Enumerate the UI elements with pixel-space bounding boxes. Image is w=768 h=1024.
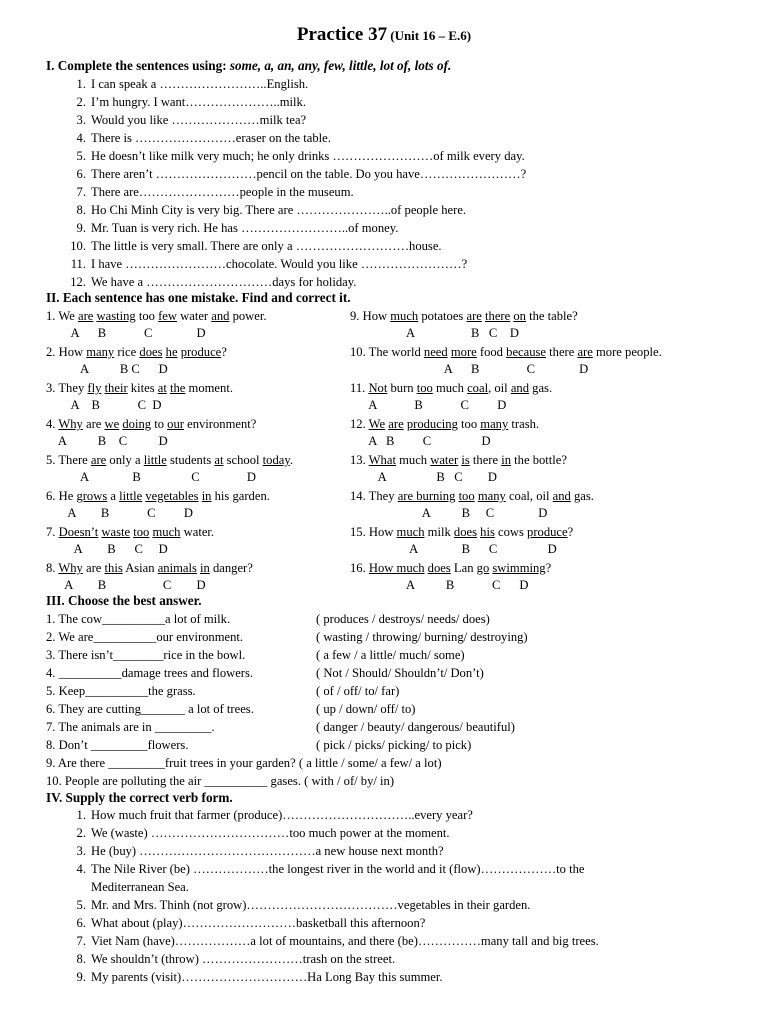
sentence-item [64, 238, 442, 255]
item-number: 10. [70, 239, 86, 253]
sentence-item [64, 166, 526, 183]
verb-item [64, 951, 395, 968]
verb-item [64, 897, 530, 914]
sentence-text: coal, oil [505, 489, 553, 503]
sentence-text: 8. [46, 561, 59, 575]
item-text: The little is very small. There are only a ………………………house. [91, 239, 442, 253]
underlined-option: he [165, 345, 178, 359]
item-number: 8. [76, 952, 86, 966]
mistake-sentence [350, 344, 662, 361]
section-2-heading: II. Each sentence has one mistake. Find and correct it. [46, 290, 351, 305]
item-text: He doesn’t like milk very much; he only drinks ……………………of milk every day. [91, 149, 525, 163]
option-letters: A B C D [350, 326, 519, 340]
sentence-text: 13. [350, 453, 369, 467]
underlined-option: are [388, 417, 404, 431]
underlined-option: does [427, 561, 451, 575]
item-text: There is ……………………eraser on the table. [91, 131, 331, 145]
underlined-option: are [466, 309, 482, 323]
sentence-text: danger? [209, 561, 253, 575]
item-text: I have ……………………chocolate. Would you like ……………………? [91, 257, 468, 271]
sentence-text: environment? [183, 417, 257, 431]
item-number: 4. [76, 862, 86, 876]
choice-sentence: 1. The cow__________a lot of milk. [46, 612, 231, 626]
underlined-option: Why [58, 417, 83, 431]
underlined-option: our [167, 417, 184, 431]
option-letters: A B C D [350, 398, 507, 412]
verb-item [64, 843, 444, 860]
sentence-text: ? [221, 345, 227, 359]
title-main: Practice 37 [296, 24, 388, 45]
underlined-option: Why [58, 561, 83, 575]
sentence-text: ? [567, 525, 574, 539]
underlined-option: wasting [96, 309, 136, 323]
underlined-option: many [477, 489, 506, 503]
sentence-text: 16. [350, 561, 369, 575]
item-number: 7. [76, 185, 86, 199]
section-1-heading [46, 58, 451, 74]
sentence-text: power. [229, 309, 267, 323]
item-number: 2. [76, 826, 86, 840]
sentence-item [64, 256, 467, 273]
underlined-option: little [143, 453, 167, 467]
sentence-text: his garden. [211, 489, 270, 503]
item-text: We shouldn’t (throw) ……………………trash on the street. [91, 952, 396, 966]
underlined-option: and [552, 489, 571, 503]
underlined-option: in [200, 561, 210, 575]
sentence-text: 10. The world [350, 345, 424, 359]
item-text: He (buy) ……………………………………a new house next month? [91, 844, 444, 858]
verb-item [64, 861, 585, 878]
sentence-text: are [82, 561, 105, 575]
choice-item [46, 719, 215, 736]
item-number: 3. [76, 113, 86, 127]
item-text: What about (play)………………………basketball this afternoon? [91, 916, 426, 930]
sentence-text: much [432, 381, 468, 395]
choice-item [46, 773, 394, 790]
choice-sentence: 4. __________damage trees and flowers. [46, 666, 254, 680]
underlined-option: much [396, 525, 425, 539]
mistake-sentence [350, 452, 567, 469]
sentence-text: 6. He [46, 489, 77, 503]
underlined-option: What [368, 453, 396, 467]
option-letters: A B C D [46, 542, 168, 556]
sentence-item [64, 112, 306, 129]
sentence-item [64, 274, 356, 291]
section-1-word-bank: some, a, an, any, few, little, lot of, lots of. [229, 58, 452, 73]
underlined-option: doing [122, 417, 152, 431]
mistake-sentence [46, 308, 267, 325]
choice-item [46, 647, 245, 664]
item-number: 2. [76, 95, 86, 109]
item-number: 11. [70, 257, 86, 271]
choice-options: ( a few / a little/ much/ some) [316, 648, 465, 662]
option-letters: A B C D [350, 578, 529, 592]
underlined-option: the [170, 381, 186, 395]
underlined-option: Doesn’t [58, 525, 99, 539]
underlined-option: We [368, 417, 386, 431]
underlined-option: swimming [492, 561, 546, 575]
sentence-text: too [135, 309, 159, 323]
choice-sentence: 5. Keep__________the grass. [46, 684, 196, 698]
underlined-option: water [430, 453, 459, 467]
sentence-item [64, 220, 398, 237]
underlined-option: because [506, 345, 546, 359]
sentence-item [64, 184, 354, 201]
mistake-sentence [46, 344, 227, 361]
verb-item [64, 879, 189, 896]
underlined-option: at [214, 453, 224, 467]
mistake-sentence [350, 488, 594, 505]
item-text: There aren’t ……………………pencil on the table. Do you have……………………? [91, 167, 527, 181]
mistake-sentence [350, 560, 551, 577]
choice-sentence: 2. We are__________our environment. [46, 630, 244, 644]
sentence-text: Lan [450, 561, 477, 575]
underlined-option: are [90, 453, 107, 467]
underlined-option: need [423, 345, 448, 359]
choice-options: ( Not / Should/ Shouldn’t/ Don’t) [316, 666, 484, 680]
item-number: 6. [76, 916, 86, 930]
page-title [0, 24, 768, 46]
underlined-option: and [510, 381, 530, 395]
sentence-text: much [395, 453, 431, 467]
mistake-sentence [350, 308, 578, 325]
item-text: Mediterranean Sea. [91, 880, 189, 894]
underlined-option: producing [406, 417, 458, 431]
sentence-text: 7. [46, 525, 59, 539]
mistake-sentence [46, 416, 256, 433]
choice-options: ( up / down/ off/ to) [316, 702, 416, 716]
option-letters: A B C D [46, 470, 256, 484]
underlined-option: vegetables [145, 489, 199, 503]
option-letters: A B C D [46, 362, 168, 376]
item-number: 6. [76, 167, 86, 181]
sentence-text: ? [545, 561, 552, 575]
verb-item [64, 825, 450, 842]
sentence-text: 14. They [350, 489, 398, 503]
choice-sentence: 3. There isn’t________rice in the bowl. [46, 648, 246, 662]
item-number: 1. [76, 808, 86, 822]
option-letters: A B C D [350, 434, 491, 448]
sentence-text: 15. How [350, 525, 397, 539]
underlined-option: too [458, 489, 475, 503]
item-text: Mr. Tuan is very rich. He has ……………………..of money. [91, 221, 399, 235]
sentence-text: students [166, 453, 215, 467]
choice-sentence: 9. Are there _________fruit trees in your garden? ( a little / some/ a few/ a lot) [46, 756, 442, 770]
choice-options: ( danger / beauty/ dangerous/ beautiful) [316, 720, 515, 734]
item-number: 5. [76, 149, 86, 163]
sentence-text: 3. They [46, 381, 88, 395]
mistake-sentence [46, 452, 293, 469]
mistake-sentence [46, 488, 270, 505]
option-letters: A B C D [46, 506, 193, 520]
underlined-option: more [450, 345, 477, 359]
item-number: 4. [76, 131, 86, 145]
mistake-sentence [46, 560, 253, 577]
sentence-text: more people. [592, 345, 662, 359]
sentence-item [64, 130, 331, 147]
option-letters: A B C D [46, 398, 162, 412]
sentence-text: burn [387, 381, 417, 395]
underlined-option: at [157, 381, 167, 395]
underlined-option: there [485, 309, 511, 323]
underlined-option: animals [157, 561, 197, 575]
item-text: Mr. and Mrs. Thinh (not grow)………………………………vegetables in their garden. [91, 898, 531, 912]
sentence-text: food [476, 345, 507, 359]
item-text: We have a …………………………days for holiday. [91, 275, 357, 289]
item-text: There are……………………people in the museum. [91, 185, 354, 199]
choice-options: ( of / off/ to/ far) [316, 684, 400, 698]
underlined-option: in [501, 453, 512, 467]
sentence-text: to [151, 417, 168, 431]
title-unit: (Unit 16 – E.6) [390, 28, 472, 43]
mistake-sentence [46, 524, 214, 541]
underlined-option: today [262, 453, 290, 467]
option-letters: A B C D [46, 326, 206, 340]
sentence-text: 1. We [46, 309, 78, 323]
sentence-item [64, 148, 525, 165]
underlined-option: waste [101, 525, 131, 539]
sentence-text: too [457, 417, 481, 431]
choice-sentence: 6. They are cutting_______ a lot of trees. [46, 702, 254, 716]
underlined-option: grows [76, 489, 108, 503]
item-number: 7. [76, 934, 86, 948]
underlined-option: and [211, 309, 230, 323]
mistake-sentence [46, 380, 233, 397]
underlined-option: much [152, 525, 181, 539]
sentence-text: 4. [46, 417, 59, 431]
underlined-option: coal [467, 381, 489, 395]
item-number: 8. [76, 203, 86, 217]
item-text: How much fruit that farmer (produce)…………………………..every year? [91, 808, 473, 822]
mistake-sentence [350, 380, 552, 397]
underlined-option: is [461, 453, 470, 467]
sentence-item [64, 94, 306, 111]
item-number: 9. [76, 221, 86, 235]
sentence-text: a [107, 489, 120, 503]
sentence-text: the table? [525, 309, 578, 323]
underlined-option: in [201, 489, 212, 503]
item-number: 9. [76, 970, 86, 984]
choice-sentence: 8. Don’t _________flowers. [46, 738, 189, 752]
option-letters: A B C D [46, 434, 168, 448]
mistake-sentence [350, 416, 539, 433]
sentence-text: 12. [350, 417, 369, 431]
sentence-item [64, 202, 466, 219]
section-1-heading-text: I. Complete the sentences using: [46, 58, 227, 73]
item-text: Would you like …………………milk tea? [91, 113, 307, 127]
sentence-text: the bottle? [511, 453, 567, 467]
verb-item [64, 969, 443, 986]
sentence-text: 11. [350, 381, 369, 395]
choice-item [46, 755, 442, 772]
sentence-text: moment. [185, 381, 233, 395]
underlined-option: this [104, 561, 123, 575]
sentence-text: water [176, 309, 212, 323]
item-text: I’m hungry. I want…………………..milk. [91, 95, 307, 109]
section-4-heading: IV. Supply the correct verb form. [46, 790, 233, 805]
sentence-text: 9. How [350, 309, 391, 323]
underlined-option: many [86, 345, 115, 359]
item-text: Viet Nam (have)………………a lot of mountains, and there (be)……………many tall and big trees. [91, 934, 599, 948]
underlined-option: his [480, 525, 495, 539]
underlined-option: on [513, 309, 526, 323]
sentence-text: 2. How [46, 345, 87, 359]
choice-options: ( wasting / throwing/ burning/ destroying) [316, 630, 528, 644]
sentence-text: potatoes [418, 309, 467, 323]
option-letters: A B C D [350, 470, 497, 484]
sentence-text: gas. [529, 381, 553, 395]
item-text: The Nile River (be) ………………the longest river in the world and it (flow)………………to the [91, 862, 585, 876]
verb-item [64, 933, 599, 950]
mistake-sentence [350, 524, 573, 541]
sentence-text: , oil [488, 381, 511, 395]
sentence-text: only a [106, 453, 144, 467]
underlined-option: their [104, 381, 128, 395]
choice-item [46, 683, 196, 700]
underlined-option: are burning [397, 489, 456, 503]
underlined-option: go [476, 561, 490, 575]
underlined-option: produce [180, 345, 222, 359]
option-letters: A B C D [46, 578, 206, 592]
item-text: My parents (visit)…………………………Ha Long Bay this summer. [91, 970, 443, 984]
sentence-item [64, 76, 308, 93]
choice-options: ( pick / picks/ picking/ to pick) [316, 738, 472, 752]
underlined-option: much [390, 309, 419, 323]
underlined-option: Not [368, 381, 388, 395]
sentence-text: there [546, 345, 578, 359]
option-letters: A B C D [350, 362, 589, 376]
underlined-option: too [133, 525, 150, 539]
item-number: 3. [76, 844, 86, 858]
sentence-text: gas. [570, 489, 594, 503]
sentence-text: cows [494, 525, 528, 539]
sentence-text: water. [180, 525, 215, 539]
underlined-option: are [577, 345, 593, 359]
underlined-option: produce [527, 525, 568, 539]
sentence-text: . [289, 453, 293, 467]
sentence-text: trash. [508, 417, 540, 431]
sentence-text: school [223, 453, 263, 467]
section-3-heading: III. Choose the best answer. [46, 593, 202, 608]
item-text: Ho Chi Minh City is very big. There are …………………..of people here. [91, 203, 467, 217]
sentence-text: rice [114, 345, 140, 359]
choice-item [46, 737, 189, 754]
underlined-option: are [77, 309, 94, 323]
verb-item [64, 915, 425, 932]
underlined-option: does [453, 525, 477, 539]
sentence-text: are [82, 417, 105, 431]
verb-item [64, 807, 473, 824]
sentence-text: 5. There [46, 453, 91, 467]
sentence-text: Asian [122, 561, 158, 575]
underlined-option: too [416, 381, 433, 395]
choice-item [46, 611, 230, 628]
choice-item [46, 665, 253, 682]
sentence-text: milk [424, 525, 454, 539]
option-letters: A B C D [350, 542, 557, 556]
sentence-text: there [469, 453, 502, 467]
item-number: 5. [76, 898, 86, 912]
sentence-text: kites [127, 381, 158, 395]
underlined-option: fly [87, 381, 102, 395]
underlined-option: does [139, 345, 163, 359]
item-text: We (waste) ……………………………too much power at the moment. [91, 826, 450, 840]
underlined-option: many [480, 417, 509, 431]
item-number: 1. [76, 77, 86, 91]
choice-item [46, 629, 243, 646]
choice-options: ( produces / destroys/ needs/ does) [316, 612, 490, 626]
underlined-option: little [119, 489, 143, 503]
item-number: 12. [70, 275, 86, 289]
choice-sentence: 7. The animals are in _________. [46, 720, 215, 734]
underlined-option: few [158, 309, 177, 323]
choice-sentence: 10. People are polluting the air __________ gases. ( with / of/ by/ in) [46, 774, 395, 788]
option-letters: A B C D [350, 506, 548, 520]
item-text: I can speak a ……………………..English. [91, 77, 309, 91]
underlined-option: How much [368, 561, 425, 575]
choice-item [46, 701, 254, 718]
underlined-option: we [104, 417, 120, 431]
